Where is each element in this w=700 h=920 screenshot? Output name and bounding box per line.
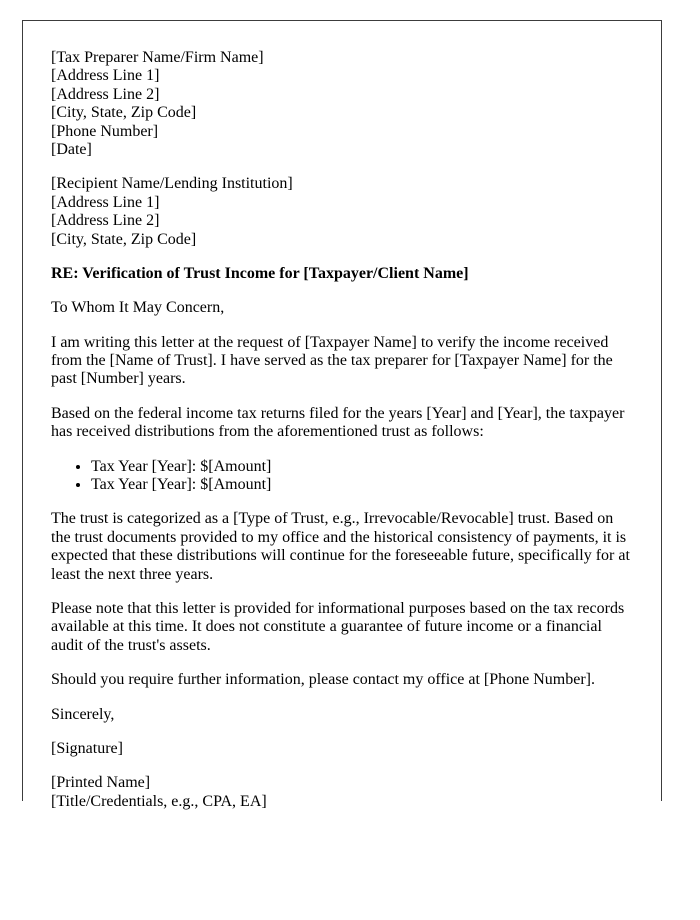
distribution-list [51, 458, 633, 495]
closing: Sincerely, [51, 705, 115, 723]
signature-placeholder: [Signature] [51, 739, 123, 757]
recipient-address-line-2: [Address Line 2] [51, 212, 160, 230]
signature-block [51, 774, 633, 811]
body-paragraph-1: I am writing this letter at the request of [Taxpayer Name] to verify the income received from the [Name of Trust]. I have served as the tax preparer for [Taxpayer Name] for the past [Number] years. [51, 333, 613, 388]
recipient-city-state-zip: [City, State, Zip Code] [51, 230, 197, 248]
body-paragraph-3: The trust is categorized as a [Type of Trust, e.g., Irrevocable/Revocable] trust. Based on the trust documents provided to my office and the historical consistency of payments, it is expected that these distributions will continue for the foreseeable future, specifically for at least the next three years. [51, 510, 630, 583]
title-credentials-line: [Title/Credentials, e.g., CPA, EA] [51, 792, 267, 810]
body-paragraph-5: Should you require further information, please contact my office at [Phone Number]. [51, 671, 595, 689]
sender-address-line-1: [Address Line 1] [51, 67, 160, 85]
letter-page [22, 20, 662, 810]
sender-city-state-zip: [City, State, Zip Code] [51, 104, 197, 122]
body-paragraph-2: Based on the federal income tax returns filed for the years [Year] and [Year], the taxpayer has received distributions from the aforementioned trust as follows: [51, 404, 625, 441]
sender-name-line: [Tax Preparer Name/Firm Name] [51, 49, 264, 66]
subject-line: RE: Verification of Trust Income for [Taxpayer/Client Name] [51, 264, 469, 282]
letter-date: [Date] [51, 140, 92, 158]
sender-block [51, 49, 633, 159]
recipient-name-line: [Recipient Name/Lending Institution] [51, 175, 293, 193]
body-paragraph-4: Please note that this letter is provided for informational purposes based on the tax records available at this time. It does not constitute a guarantee of future income or a financial audit of the trust's assets. [51, 599, 625, 654]
sender-phone: [Phone Number] [51, 122, 159, 140]
salutation: To Whom It May Concern, [51, 299, 225, 317]
distribution-list-item-2: • Tax Year [Year]: $[Amount] [91, 476, 633, 494]
recipient-block [51, 175, 633, 249]
printed-name-line: [Printed Name] [51, 774, 151, 792]
recipient-address-line-1: [Address Line 1] [51, 193, 160, 211]
sender-address-line-2: [Address Line 2] [51, 85, 160, 103]
distribution-list-item-1: • Tax Year [Year]: $[Amount] [91, 458, 633, 476]
